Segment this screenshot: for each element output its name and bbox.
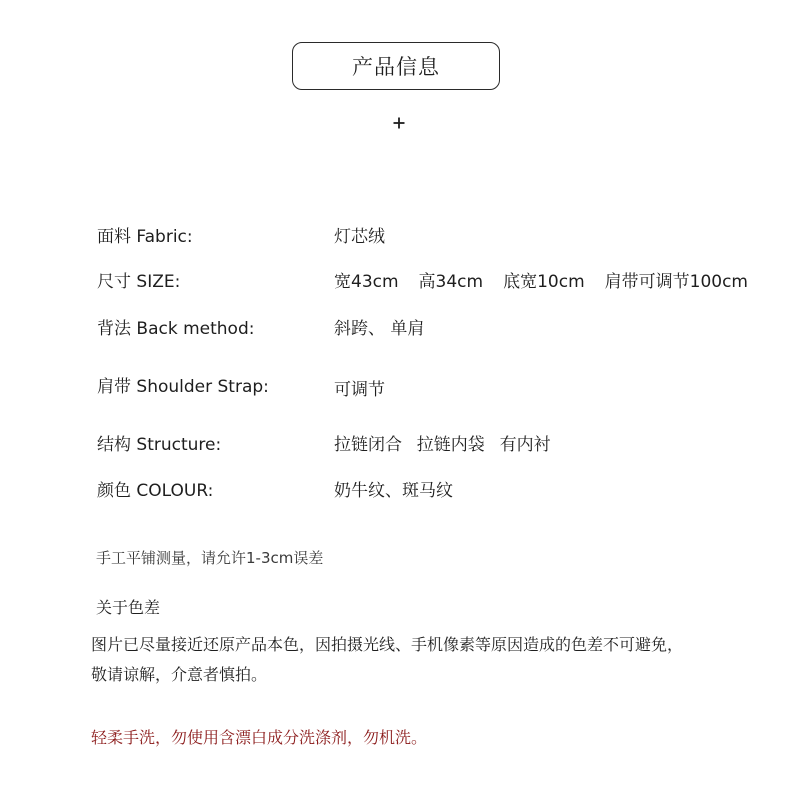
spec-row-structure (0, 430, 800, 460)
spec-label-size: 尺寸 SIZE: (97, 272, 181, 292)
spec-row-colour (0, 476, 800, 506)
spec-label-colour: 颜色 COLOUR: (97, 481, 214, 501)
color-difference-heading: 关于色差 (96, 598, 161, 617)
spec-value-back-method: 斜跨、 单肩 (334, 319, 425, 339)
spec-row-fabric (0, 222, 800, 252)
size-bottom-width: 底宽10cm (503, 272, 585, 292)
spec-label-fabric: 面料 Fabric: (97, 227, 193, 247)
size-strap-length: 肩带可调节100cm (604, 272, 748, 292)
color-difference-line-2: 敬请谅解，介意者慎拍。 (91, 665, 268, 684)
care-instructions: 轻柔手洗，勿使用含漂白成分洗涤剂，勿机洗。 (91, 728, 428, 747)
size-width: 宽43cm (334, 272, 399, 292)
spec-value-shoulder-strap: 可调节 (334, 380, 385, 400)
plus-icon (392, 116, 406, 130)
measurement-note: 手工平铺测量，请允许1-3cm误差 (96, 549, 324, 567)
spec-label-shoulder-strap: 肩带 Shoulder Strap: (97, 377, 269, 397)
spec-value-colour: 奶牛纹、斑马纹 (334, 481, 453, 501)
color-difference-line-1: 图片已尽量接近还原产品本色，因拍摄光线、手机像素等原因造成的色差不可避免， (91, 635, 684, 654)
spec-label-back-method: 背法 Back method: (97, 319, 255, 339)
spec-row-shoulder-strap (0, 372, 800, 402)
spec-value-fabric: 灯芯绒 (334, 227, 385, 247)
page-title: 产品信息 (292, 42, 500, 90)
spec-value-structure: 拉链闭合 拉链内袋 有内衬 (334, 435, 551, 455)
spec-value-size (334, 267, 748, 297)
spec-row-back-method (0, 314, 800, 344)
spec-row-size (0, 267, 800, 297)
spec-label-structure: 结构 Structure: (97, 435, 222, 455)
size-height: 高34cm (418, 272, 484, 292)
